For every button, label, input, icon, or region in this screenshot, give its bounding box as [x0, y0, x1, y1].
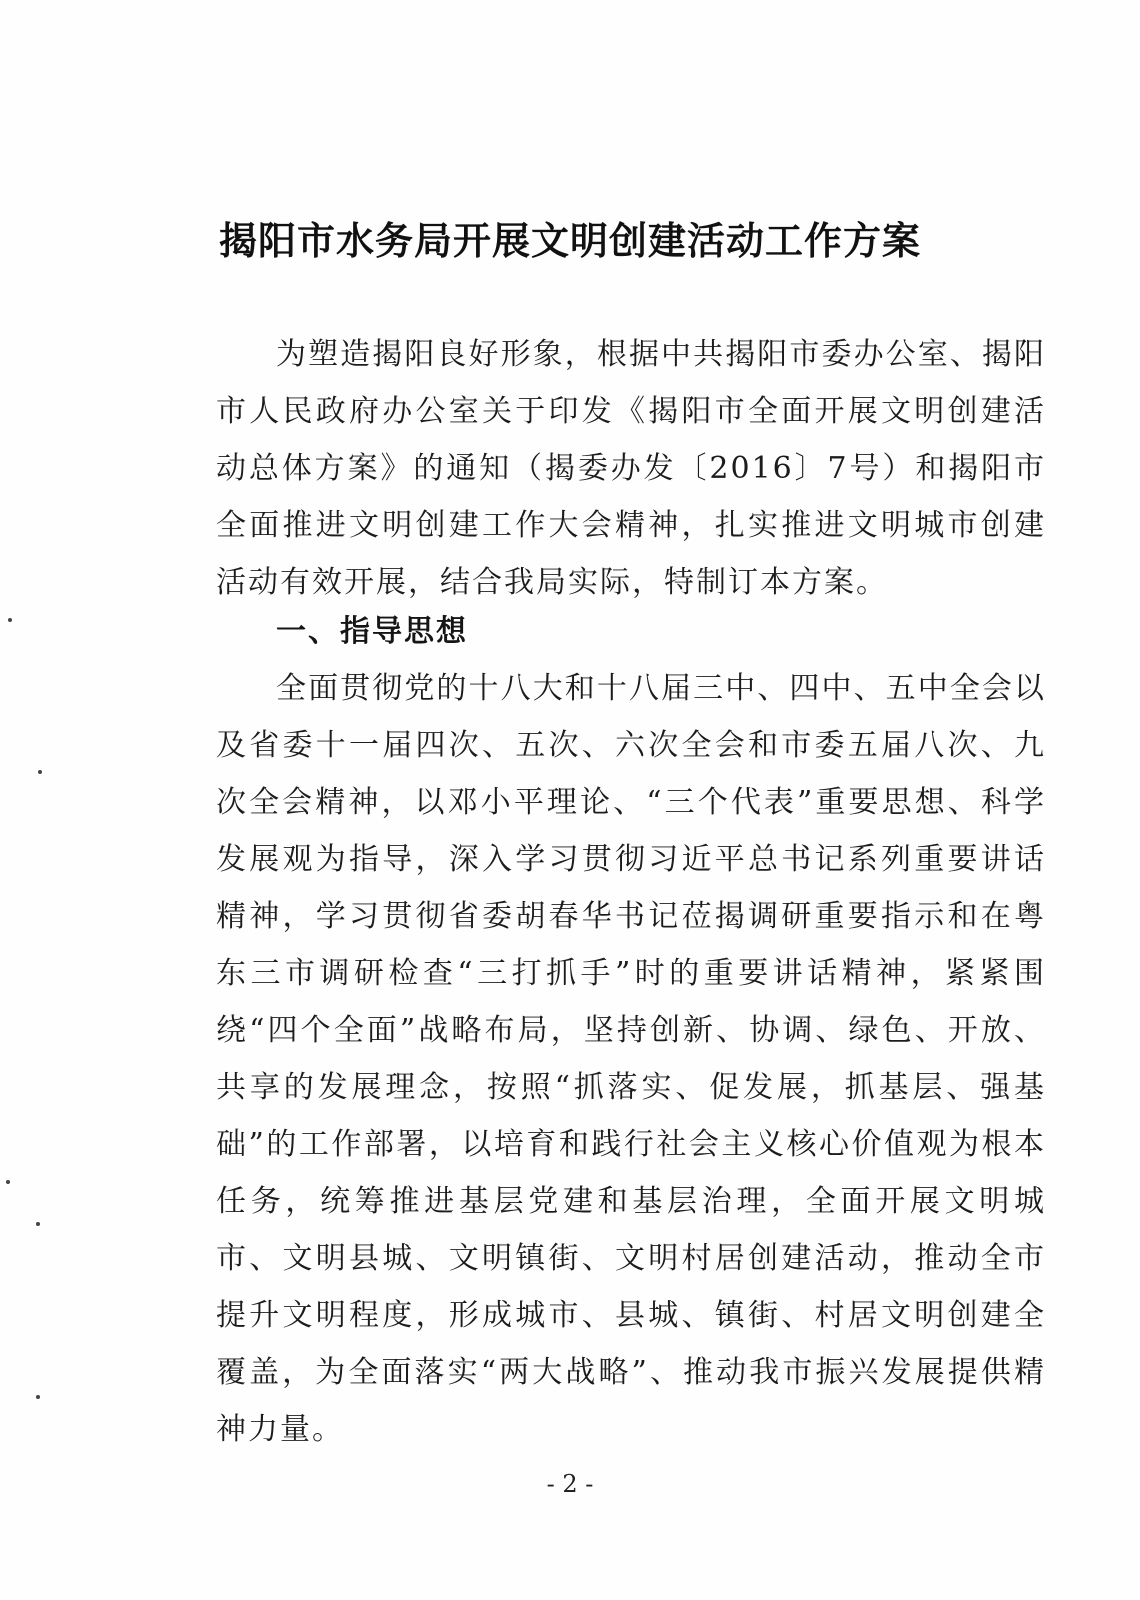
scan-mark — [6, 1180, 10, 1184]
scan-mark — [36, 1395, 40, 1399]
section-heading-guiding-ideology: 一、指导思想 — [276, 614, 468, 649]
scan-mark — [38, 770, 42, 774]
section-1-paragraph-block — [216, 660, 1046, 1458]
scan-mark — [8, 618, 12, 622]
intro-paragraph-block — [216, 326, 1046, 611]
document-title: 揭阳市水务局开展文明创建活动工作方案 — [218, 219, 921, 263]
section-1-paragraph: 全面贯彻党的十八大和十八届三中、四中、五中全会以及省委十一届四次、五次、六次全会和市委五届八次、九次全会精神，以邓小平理论、“三个代表”重要思想、科学发展观为指导，深入学习贯彻习近平总书记系列重要讲话精神，学习贯彻省委胡春华书记莅揭调研重要指示和在粤东三市调研检查“三打抓手”时的重要讲话精神，紧紧围绕“四个全面”战略布局，坚持创新、协调、绿色、开放、共享的发展理念，按照“抓落实、促发展，抓基层、强基础”的工作部署，以培育和践行社会主义核心价值观为根本任务，统筹推进基层党建和基层治理，全面开展文明城市、文明县城、文明镇街、文明村居创建活动，推动全市提升文明程度，形成城市、县城、镇街、村居文明创建全覆盖，为全面落实“两大战略”、推动我市振兴发展提供精神力量。 — [216, 671, 1046, 1447]
intro-paragraph: 为塑造揭阳良好形象，根据中共揭阳市委办公室、揭阳市人民政府办公室关于印发《揭阳市全面开展文明创建活动总体方案》的通知（揭委办发〔2016〕7号）和揭阳市全面推进文明创建工作大会精神，扎实推进文明城市创建活动有效开展，结合我局实际，特制订本方案。 — [216, 337, 1046, 600]
scan-mark — [36, 1222, 40, 1226]
page-number: - 2 - — [546, 1470, 594, 1498]
